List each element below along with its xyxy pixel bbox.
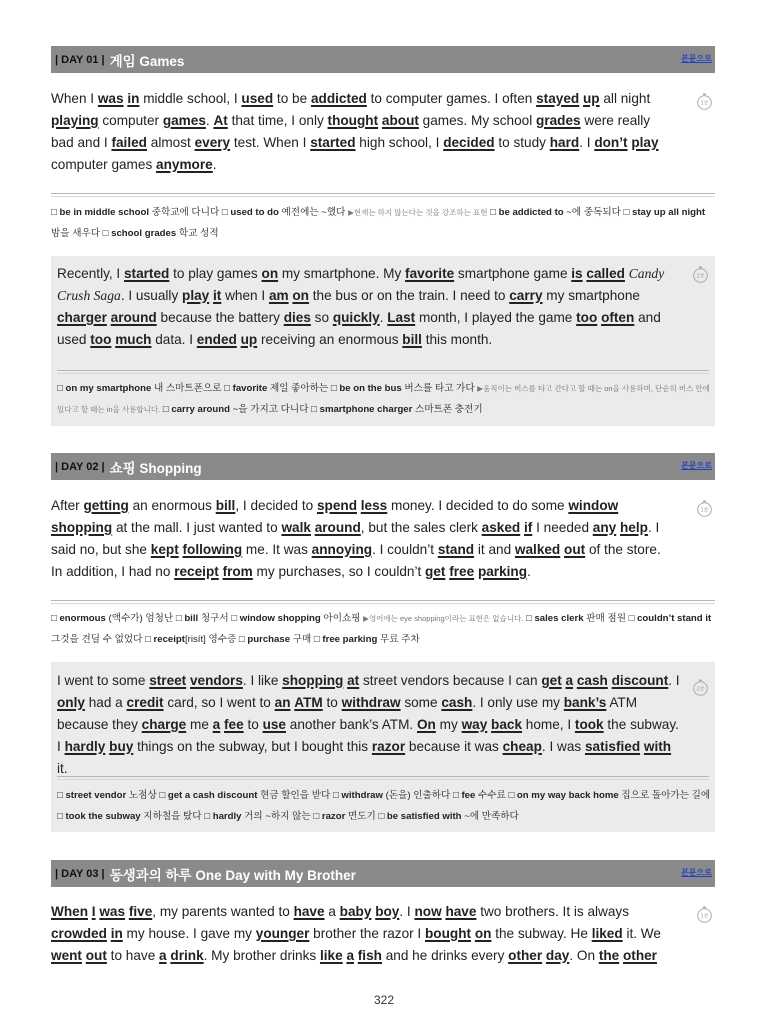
divider [57,776,709,780]
day-label: | DAY 02 | [55,460,105,473]
section-header-day03 [51,860,715,887]
section-header-day02 [51,453,715,480]
day01-main-paragraph: When I was in middle school, I used to be addicted to computer games. I often stayed up all night playing computer games. At that time, I only thought about games. My school grades were really bad and I failed almost every test. When I started high school, I decided to study hard. I don’t play computer games anymore. [51,91,659,172]
day02-practice-box [51,662,715,832]
timer-icon [692,679,709,696]
svg-text:1분: 1분 [700,507,709,514]
go-to-text-link[interactable]: 본문으로 [681,54,712,63]
timer-icon [696,93,713,110]
day03-main-paragraph: When I was five, my parents wanted to have a baby boy. I now have two brothers. It is always crowded in my house. I gave my younger brother the razor I bought on the subway. He liked it. We went out to have a drink. My brother drinks like a fish and he drinks every other day. On the other [51,904,661,963]
svg-text:2분: 2분 [696,686,705,693]
svg-text:1분: 1분 [700,100,709,107]
day02-box-paragraph: I went to some street vendors. I like shopping at street vendors because I can get a cash discount. I only had a credit card, so I went to an ATM to withdraw some cash. I only use my bank’s ATM because they charge me a fee to use another bank’s ATM. On my way back home, I took the subway. I hardly buy things on the subway, but I bought this razor because it was cheap. I was satisfied with it. [57,673,680,776]
day01-box-paragraph: Recently, I started to play games on my smartphone. My favorite smartphone game is called Candy Crush Saga. I usually play it when I am on the bus or on the train. I need to carry my smartphone charger around because the battery dies so quickly. Last month, I played the game too often and used too much data. I ended up receiving an enormous bill this month. [57,266,665,347]
svg-text:2분: 2분 [696,273,705,280]
day-label: | DAY 03 | [55,867,105,880]
day01-box-vocabulary-list: □ on my smartphone 내 스마트폰으로 □ favorite 제일 좋아하는 □ be on the bus 버스를 타고 가다 ▶움직이는 버스를 타고 간다고 할 때는 on을 사용하며, 단순히 버스 안에 있다고 할 때는 in을 사용합니다. □ carry around ~을 가지고 다니다 □ smartphone charger 스마트폰 충전기 [57,383,710,415]
timer-icon [692,266,709,283]
day02-box-vocabulary-list: □ street vendor 노점상 □ get a cash discount 현금 할인을 받다 □ withdraw (돈을) 인출하다 □ fee 수수료 □ on my way back home 집으로 돌아가는 길에 □ took the subway 지하철을 탔다 □ hardly 거의 ~하지 않는 □ razor 면도기 □ be satisfied with ~에 만족하다 [57,790,711,822]
day01-practice-box [51,256,715,426]
divider [57,370,709,374]
day02-main-paragraph: After getting an enormous bill, I decided to spend less money. I decided to do some window shopping at the mall. I just wanted to walk around, but the sales clerk asked if I needed any help. I said no, but she kept following me. It was annoying. I couldn’t stand it and walked out of the store. In addition, I had no receipt from my purchases, so I couldn’t get free parking. [51,498,661,579]
section-title: 쇼핑 Shopping [109,460,202,476]
day01-vocabulary-list: □ be in middle school 중학교에 다니다 □ used to do 예전에는 ~했다 ▶현재는 하지 않는다는 것을 강조하는 표현 □ be addicted to ~에 중독되다 □ stay up all night 밤을 새우다 □ school grades 학교 성적 [51,207,706,239]
timer-icon [696,500,713,517]
day02-vocabulary-list: □ enormous (액수가) 엄청난 □ bill 청구서 □ window shopping 아이쇼핑 ▶영어에는 eye shopping이라는 표현은 없습니다. □ sales clerk 판매 점원 □ couldn’t stand it 그것을 견딜 수 없었다 □ receipt[risít] 영수증 □ purchase 구매 □ free parking 무료 주차 [51,613,712,645]
go-to-text-link[interactable]: 본문으로 [681,868,712,877]
section-title: 동생과의 하루 One Day with My Brother [109,867,356,883]
divider [51,193,715,197]
go-to-text-link[interactable]: 본문으로 [681,461,712,470]
section-title: 게임 Games [109,53,185,69]
day-label: | DAY 01 | [55,53,105,66]
section-header-day01 [51,46,715,73]
svg-text:1분: 1분 [700,913,709,920]
page-number: 322 [373,993,395,1007]
timer-icon [696,906,713,923]
divider [51,600,715,604]
